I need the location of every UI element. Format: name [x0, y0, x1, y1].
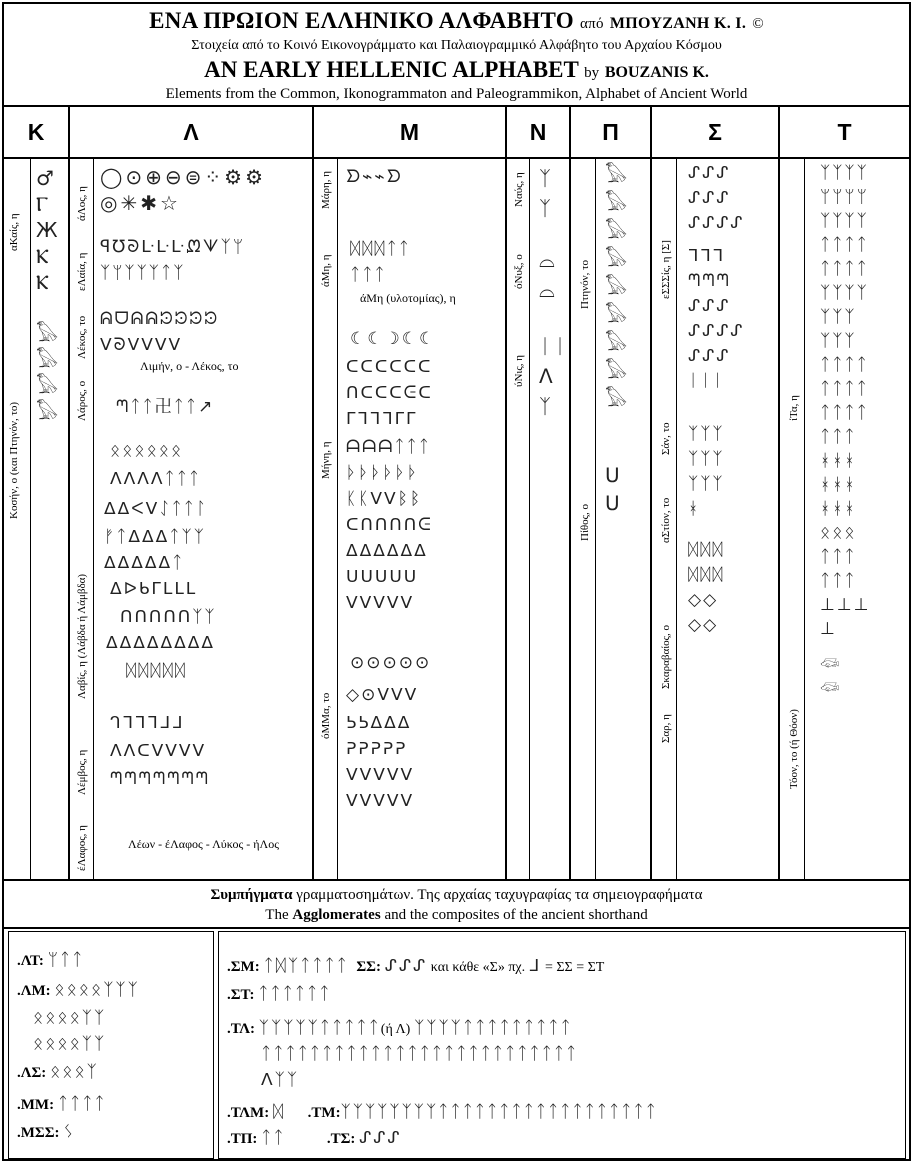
glyph-row-l-6: ᐯᘐᐯᐯᐯᐯ: [100, 335, 183, 355]
glyph-row-l-12: ᐃᐃᐃᐃᐃᛏ: [104, 553, 185, 573]
agg-row-mss: .ΜΣΣ: ᛊ: [17, 1122, 76, 1142]
label-s-sar: Σαρ, η: [660, 714, 672, 743]
label-s-skaravaios: Σκαραβαίος, ο: [660, 624, 672, 689]
agglomerates-left-panel: [8, 931, 214, 1159]
label-l-elaia: εΛαία, η: [76, 252, 88, 291]
glyphs-s: ᔑᔑᔑ ᔑᔑᔑ ᔑᔑᔑᔑ ᒣᒣᒣ ᘉᘉᘉ ᔑᔑᔑ ᔑᔑᔑᔑ ᔑᔑᔑ ᛁᛁᛁ ᛉᛉᛉ ᛉᛉᛉ ᛉᛉᛉ ᚼ ᛞᛞᛞ ᛞᛞᛞ ◇◇ ◇◇: [688, 163, 745, 635]
alphabet-table: [4, 159, 909, 881]
glyph-row-m-14: ᐯᐯᐯᐯᐯ: [346, 593, 415, 613]
caption-ame: άΜη (υλοτομίας), η: [360, 291, 456, 305]
glyph-row-m-17: ᕊᕊᐃᐃᐃ: [346, 713, 412, 733]
agg-row-ls: .ΛΣ: ᛟᛟᛟᛉ: [17, 1062, 99, 1082]
label-k-akais: αΚαίς, η: [8, 213, 20, 251]
glyph-row-m-6: ᑎᑕᑕᑕᕮᑕ: [346, 383, 433, 403]
agg-row-lt: .ΛΤ: ᛘᛏᛏ: [17, 950, 85, 970]
glyph-row-l-10: ᐃᐃᐸᐯᛇᛏᛏᛚ: [104, 499, 209, 519]
glyph-row-m-18: ᕈᕈᕈᕈᕈ: [346, 739, 408, 759]
glyph-row-m-3: ᛏᛏᛏ: [350, 265, 387, 285]
glyph-row-l-7: ᘉᛏᛏ卍ᛏᛏ↗: [116, 397, 215, 417]
letter-s: Σ: [652, 107, 780, 157]
title-block: [4, 4, 909, 107]
glyph-row-m-15: ⊙⊙⊙⊙⊙: [350, 653, 432, 673]
glyph-row-l-18: ᐱᐱᑕᐯᐯᐯᐯ: [110, 741, 207, 761]
label-l-alos: άΛος, η: [76, 186, 88, 221]
glyph-row-l-4: ᛉᛘᛉᛉᛉᛏᛉ: [100, 263, 186, 283]
column-p: [571, 159, 652, 879]
glyph-row-m-12: ᐃᐃᐃᐃᐃᐃ: [346, 541, 428, 561]
column-l: [70, 159, 314, 879]
letter-header-row: [4, 107, 909, 159]
label-l-elafos: έΛαφος, η: [76, 825, 88, 871]
glyph-row-l-16: ᛞᛞᛞᛞᛞ: [126, 661, 187, 681]
label-m-mari: Μάρη, η: [320, 170, 332, 209]
label-l-lekos: Λέκος, το: [76, 315, 88, 359]
agglomerates-title: [4, 881, 909, 929]
glyph-row-m-13: ᑌᑌᑌᑌᑌ: [346, 567, 419, 587]
agg-row-tl: .ΤΛ: ᛉᛉᛉᛉᛉᛏᛏᛏᛏᛏ(ή Λ) ᛉᛉᛉᛉᛏᛏᛏᛏᛏᛏᛏᛏᛏ: [227, 1018, 573, 1038]
caption-limin-lekos: Λιμήν, ο - Λέκος, το: [140, 359, 239, 373]
glyph-row-m-8: ᗩᗩᗩᛏᛏᛏ: [346, 437, 431, 457]
agg-row-sm-ss: .ΣΜ: ᛏᛞᛉᛏᛏᛏᛏ ΣΣ: ᔑᔑᔑ και κάθε «Σ» πχ. ᒧ = ΣΣ = ΣΤ: [227, 956, 605, 976]
label-p-ptinon: Πτηνόν, το: [579, 260, 591, 309]
letter-n: Ν: [507, 107, 571, 157]
agg-row-tl-3: ᐱᛉᛉ: [261, 1070, 300, 1090]
agg-row-lm: .ΛΜ: ᛟᛟᛟᛟᛉᛉᛉ: [17, 980, 140, 1000]
agglomerates-title-greek: Συμπήγματα γραμματοσημάτων. Της αρχαίας ταχυγραφίας τα σημειογραφήματα: [210, 887, 703, 903]
column-t: [780, 159, 909, 879]
agglomerates-title-english: The Agglomerates and the composites of the ancient shorthand: [265, 907, 648, 923]
chart-frame: [2, 2, 911, 1161]
glyphs-k: ♂ Ⲅ Ж Ⲕ Ⲕ 𓅃 𓅃 𓅃 𓅃: [36, 166, 62, 424]
label-s-san: Σάν, το: [660, 422, 672, 455]
letter-p: Π: [571, 107, 652, 157]
glyph-row-l-19: ᘉᘉᘉᘉᘉᘉᘉ: [110, 769, 210, 789]
glyph-row-l-15: ᐃᐃᐃᐃᐃᐃᐃᐃ: [106, 633, 216, 653]
glyph-row-m-9: ᚦᚦᚦᚦᚦᚦ: [346, 463, 420, 483]
caption-leon-lykos: Λέων - έΛαφος - Λύκος - ήΛος: [128, 837, 280, 851]
glyph-row-m-7: ᒥᒣᒣᒣᒥᒥ: [346, 409, 418, 429]
glyph-row-l-11: ᚠᛏᐃᐃᐃᛏᛉᛉ: [104, 527, 206, 547]
glyph-row-l-2: ◎✳✱☆: [100, 191, 181, 215]
glyphs-p: 𓅃 𓅃 𓅃 𓅃 𓅃 𓅃 𓅃 𓅃 𓅃 ᑌ ᑌ: [605, 163, 631, 515]
label-l-lavis: Λαβίς, η (Λάβδα ή Λάμβδα): [76, 573, 88, 699]
subtitle-greek: Στοιχεία από το Κοινό Εικονογράμματο και Παλαιογραμμικό Αλφάβητο του Αρχαίου Κόσμου: [191, 38, 722, 53]
agglomerates-right-panel: [218, 931, 906, 1159]
glyph-row-l-1: ◯⊙⊕⊖⊜⁘⚙⚙: [100, 165, 267, 189]
letter-m: Μ: [314, 107, 507, 157]
glyph-row-m-2: ᛞᛞᛞᛏᛏ: [350, 239, 411, 259]
glyph-row-l-3: ꟼ℧ᘐᒷᒷᒷᘻᗐᛉᛘ: [100, 237, 246, 257]
glyph-row-l-13: ᐃᐅᑲᒥᒪᒪᒪ: [110, 579, 198, 599]
label-p-pithos: Πίθος, ο: [579, 503, 591, 541]
label-s-essis: εΣΣΣίς, η [Σ]: [660, 240, 672, 299]
letter-l: Λ: [70, 107, 314, 157]
glyph-row-l-5: ᕱᗜᕱᕱᘲᘲᘲᘲ: [100, 309, 220, 329]
glyph-row-m-19: ᐯᐯᐯᐯᐯ: [346, 765, 415, 785]
label-m-omma: όΜΜα, το: [320, 692, 332, 739]
title-greek: [4, 8, 909, 34]
column-s: [652, 159, 780, 879]
subtitle-english: Elements from the Common, Ikonogrammaton and Paleogrammikon, Alphabet of Ancient World: [165, 86, 748, 102]
label-s-astion: αΣτίον, το: [660, 497, 672, 543]
glyph-row-m-16: ◇⊙ᐯᐯᐯ: [346, 685, 419, 705]
title-english: [4, 57, 909, 83]
title-english-text: AN EARLY HELLENIC ALPHABET: [204, 57, 579, 82]
glyph-row-l-9: ᐱᐱᐱᐱᛏᛏᛏ: [110, 469, 202, 489]
glyph-row-m-11: ᑕᑎᑎᑎᑎᕮ: [346, 515, 433, 535]
glyph-row-l-17: ᒉᒣᒣᒣᒧᒧ: [110, 713, 185, 733]
agg-row-mm: .ΜΜ: ᛏᛏᛏᛏ: [17, 1094, 107, 1114]
label-n-onyx: όΝυξ, ο: [513, 254, 525, 289]
label-n-ynis: ύΝις, η: [513, 355, 525, 387]
glyphs-n: ᛉ ᛉ ⌓ ⌓ ᛁᛁ ᐱ ᛉ: [539, 166, 569, 418]
glyph-row-m-5: ᑕᑕᑕᑕᑕᑕ: [346, 357, 433, 377]
label-l-laros: Λάρος, ο: [76, 380, 88, 421]
agg-row-tl-2: ᛏᛏᛏᛏᛏᛏᛏᛏᛏᛏᛏᛏᛏᛏᛏᛏᛏᛏᛏᛏᛏᛏᛏᛏᛏᛏ: [261, 1044, 579, 1064]
glyph-row-m-1: ᗤ⌁⌁ᗤ: [346, 167, 403, 187]
column-k: [4, 159, 70, 879]
agg-row-lm-3: ᛟᛟᛟᛟᛉᛉ: [33, 1034, 107, 1054]
agg-row-tp-ts: .ΤΠ: ᛏᛏ .ΤΣ: ᔑᔑᔑ: [227, 1128, 402, 1148]
agg-row-tlm-tm: .ΤΛΜ: ᛞ .ΤΜ:ᛉᛉᛉᛉᛉᛉᛉᛉᛏᛏᛏᛏᛏᛏᛏᛏᛏᛏᛏᛏᛏᛏᛏᛏᛏᛏ: [227, 1102, 658, 1122]
glyph-row-m-10: ᛕᛕᐯᐯᛒᛒ: [346, 489, 423, 509]
copyright-symbol: ©: [752, 16, 764, 32]
author-english: BOUZANIS K.: [604, 64, 709, 81]
label-t-ita: ίΤα, η: [788, 395, 800, 421]
glyph-row-l-8: ᛟᛟᛟᛟᛟᛟ: [110, 441, 184, 461]
label-m-mini: Μήνη, η: [320, 441, 332, 479]
label-t-toon: Τόον, το (ή Θόον): [788, 709, 800, 789]
letter-t: Τ: [837, 119, 852, 145]
letter-k: Κ: [4, 107, 70, 157]
column-n: [507, 159, 571, 879]
author-greek: ΜΠΟΥΖΑΝΗ Κ. Ι.: [609, 15, 747, 32]
label-l-lemvos: Λέμβος, η: [76, 749, 88, 795]
glyph-row-l-14: ᑎᑎᑎᑎᑎᛉᛉ: [120, 607, 217, 627]
by-greek: από: [580, 16, 604, 32]
label-m-ami: άΜη, η: [320, 254, 332, 287]
glyph-row-m-4: ☾☾☽☾☾: [350, 329, 437, 349]
column-m: [314, 159, 507, 879]
title-greek-text: ΕΝΑ ΠΡΩΙΟΝ ΕΛΛΗΝΙΚΟ ΑΛΦΑΒΗΤΟ: [149, 8, 574, 33]
label-n-naus: Ναύς, η: [513, 172, 525, 207]
glyph-row-m-20: ᐯᐯᐯᐯᐯ: [346, 791, 415, 811]
agg-row-st: .ΣΤ: ᛏᛏᛏᛏᛏᛏ: [227, 984, 332, 1004]
glyphs-t: ᛉᛉᛉᛉ ᛘᛘᛘᛘ ᛉᛉᛉᛉ ᛏᛏᛏᛏ ᛏᛏᛏᛏ ᛉᛉᛉᛉ ᛉᛉᛉ ᛉᛉᛉ ᛏᛏᛏᛏ ᛏᛏᛏᛏ ᛏᛏᛏᛏ ᛏᛏᛏ ᚼᚼᚼ ᚼᚼᚼ ᚼᚼᚼ ᛟᛟᛟ ᛏᛏᛏ ᛏᛏᛏ ⊥⊥⊥ ⊥ 𓆛 𓆛: [820, 163, 871, 699]
by-english: by: [584, 65, 600, 81]
label-k-kosin: Κοσήν, ο (και Πτηνόν, το): [8, 401, 20, 519]
agg-row-lm-2: ᛟᛟᛟᛟᛉᛉ: [33, 1008, 107, 1028]
